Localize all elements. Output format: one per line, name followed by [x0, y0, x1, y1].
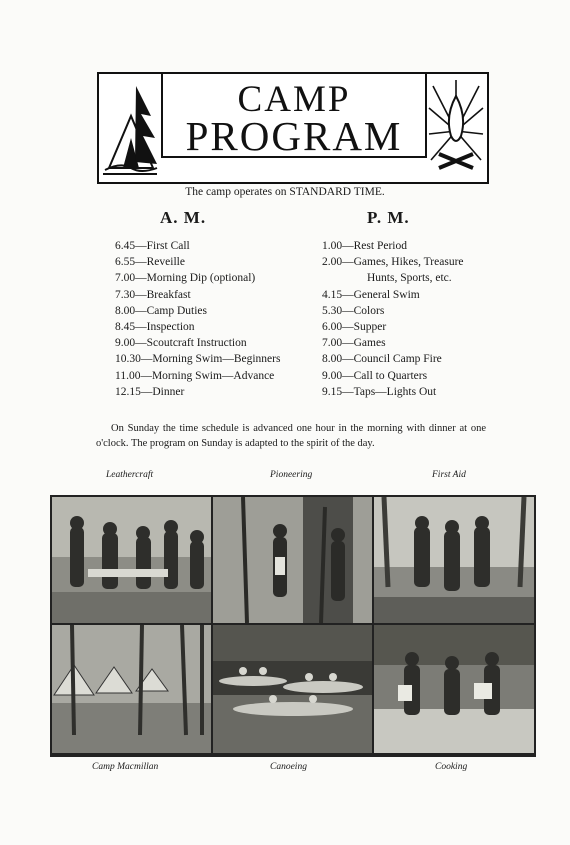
page-title-line2: PROGRAM — [185, 113, 403, 159]
photo-grid — [50, 495, 536, 757]
schedule-item: 12.15—Dinner — [115, 385, 185, 398]
caption-cooking: Cooking — [435, 762, 468, 772]
am-schedule — [115, 238, 315, 400]
caption-pioneering: Pioneering — [270, 470, 313, 480]
schedule-item: 6.55—Reveille — [115, 256, 185, 269]
pm-schedule — [322, 238, 492, 400]
schedule-item: 11.00—Morning Swim—Advance — [115, 369, 275, 382]
schedule-item: 6.00—Supper — [322, 321, 387, 334]
photo-leathercraft — [52, 497, 211, 623]
caption-first-aid: First Aid — [432, 470, 466, 480]
caption-leathercraft: Leathercraft — [106, 470, 154, 480]
page-title-line1: CAMP — [237, 79, 351, 120]
schedule-item: 4.15—General Swim — [322, 288, 420, 301]
schedule-item: 8.45—Inspection — [115, 321, 195, 334]
photo-camp-macmillan — [52, 625, 211, 753]
schedule-item: 9.15—Taps—Lights Out — [322, 385, 437, 398]
schedule-item: 2.00—Games, Hikes, Treasure — [322, 256, 464, 269]
tent-tree-illustration — [101, 76, 159, 176]
sunday-note: On Sunday the time schedule is advanced one hour in the morning with dinner at one o'clock. The program on Sunday is adapted to the spirit of the day. — [96, 422, 486, 449]
am-heading: A. M. — [160, 208, 207, 227]
schedule-item-continuation: Hunts, Sports, etc. — [367, 272, 452, 285]
schedule-item: 6.45—First Call — [115, 240, 190, 252]
schedule-item: 9.00—Call to Quarters — [322, 369, 428, 382]
schedule-item: 9.00—Scoutcraft Instruction — [115, 337, 247, 350]
schedule-item: 8.00—Council Camp Fire — [322, 353, 442, 366]
campfire-illustration — [427, 76, 485, 176]
photo-canoeing — [213, 625, 372, 753]
caption-camp-macmillan: Camp Macmillan — [92, 762, 159, 772]
header-banner — [97, 72, 489, 184]
schedule-item: 7.30—Breakfast — [115, 288, 191, 301]
photo-pioneering — [213, 497, 372, 623]
schedule-item: 1.00—Rest Period — [322, 240, 407, 252]
title-box — [161, 74, 427, 158]
caption-canoeing: Canoeing — [270, 762, 307, 772]
photo-first-aid — [374, 497, 534, 623]
pm-heading: P. M. — [367, 208, 410, 227]
schedule-item: 7.00—Games — [322, 337, 386, 350]
schedule-item: 7.00—Morning Dip (optional) — [115, 272, 256, 285]
schedule-item: 10.30—Morning Swim—Beginners — [115, 353, 281, 366]
schedule-item: 5.30—Colors — [322, 304, 385, 317]
standard-time-note: The camp operates on STANDARD TIME. — [185, 186, 385, 198]
photo-cooking — [374, 625, 534, 753]
schedule-item: 8.00—Camp Duties — [115, 304, 207, 317]
